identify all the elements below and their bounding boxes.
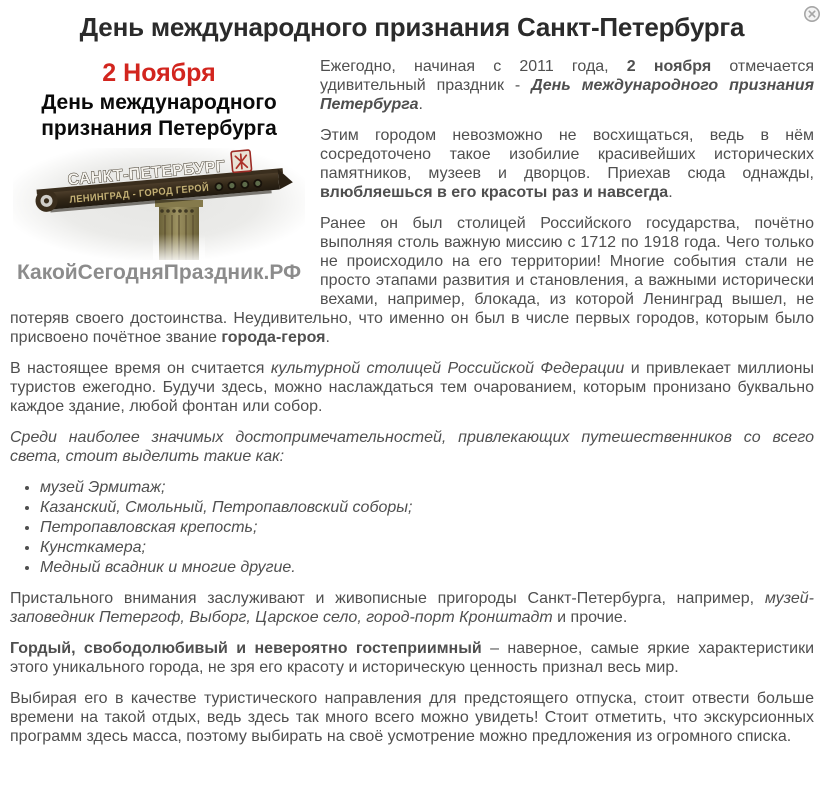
paragraph [10, 689, 814, 746]
text-segment: . [325, 329, 330, 346]
paragraph [10, 428, 814, 466]
text-segment: 2 ноября [626, 58, 712, 75]
page-title: День международного признания Санкт-Петербурга [79, 12, 745, 42]
holiday-infocard [10, 57, 308, 286]
list-item: • Медный всадник и многие другие. [40, 558, 814, 577]
list-item: • Кунсткамера; [40, 538, 814, 557]
text-segment: культурной столицей Российской Федерации [270, 360, 625, 377]
site-watermark: КакойСегодняПраздник.РФ [16, 261, 302, 284]
text-segment: День международного признания Петербурга [320, 77, 814, 113]
text-segment: . [668, 184, 673, 201]
text-segment: и привлекает миллионы туристов ежегодно. Будучи здесь, можно наслаждаться тем очарованием, которым пронизано буквально каждое здание, любой фонтан или собор. [10, 360, 814, 415]
text-segment: музей-заповедник Петергоф, Выборг, Царское село, город-порт Кронштадт [10, 590, 814, 626]
close-button[interactable] [803, 5, 821, 23]
paragraph [10, 359, 814, 416]
holiday-date: 2 Ноября [102, 59, 216, 87]
text-segment: отмечается удивительный праздник - [320, 58, 815, 94]
list-item: • Казанский, Смольный, Петропавловский соборы; [40, 498, 814, 517]
text-segment: В настоящее время он считается [10, 360, 271, 377]
list-item: • музей Эрмитаж; [40, 478, 814, 497]
coat-of-arms-crest [231, 150, 252, 173]
text-segment: и прочие. [552, 609, 628, 626]
text-segment: – наверное, самые яркие характеристики этого уникального города, не зря его красоту и историческую ценность признал весь мир. [10, 640, 815, 676]
holiday-card-title: День международного признания Петербурга [41, 91, 277, 140]
text-segment: Гордый, свободолюбивый и невероятно гостеприимный [10, 640, 482, 657]
text-segment: Выбирая его в качестве туристического направления для предстоящего отпуска, стоит отвести больше времени на такой отдых, ведь здесь так много всего можно увидеть! Стоит отметить, что экскурсионных программ здесь масса, поэтому выбирать на своё усмотрение можно предложения из огромного списка. [10, 690, 814, 745]
text-segment: Ранее он был столицей Российского государства, почётно выполняя столь важную миссию с 1712 по 1918 года. Чего только не происходило на его территории! Многие события стали не просто этапами развития и становления, а важными исторически вехами, например, блокада, из которой Ленинград вышел, не потеряв своего достоинства. Неудивительно, что именно он был в числе первых городов, которым было присвоено почётное звание [10, 215, 814, 346]
text-segment: Среди наиболее значимых достопримечательностей, привлекающих путешественников со всего света, стоит выделить такие как: [10, 429, 814, 465]
text-segment: влюбляешься в его красоты раз и навсегда [320, 184, 669, 201]
text-segment: Пристального внимания заслуживают и живописные пригороды Санкт-Петербурга, например, [10, 590, 765, 607]
text-segment: Этим городом невозможно не восхищаться, ведь в нём сосредоточено такое изобилие красивейших исторических памятников, музеев и дворцов. Приехав сюда однажды, [320, 127, 814, 182]
sign-top-text: САНКТ-ПЕТЕРБУРГ [67, 157, 230, 189]
sign-plaque-text: ЛЕНИНГРАД - ГОРОД ГЕРОЙ [69, 181, 221, 206]
landmarks-list [10, 478, 814, 577]
close-icon [803, 11, 821, 26]
paragraph [10, 589, 814, 627]
text-segment: . [418, 96, 423, 113]
saint-petersburg-sign-image [13, 148, 305, 260]
paragraph [10, 639, 814, 677]
sign-column [153, 200, 205, 260]
article-body [10, 57, 814, 746]
text-segment: города-героя [221, 329, 326, 346]
text-segment: Ежегодно, начиная с 2011 года, [320, 58, 627, 75]
list-item: • Петропавловская крепость; [40, 518, 814, 537]
